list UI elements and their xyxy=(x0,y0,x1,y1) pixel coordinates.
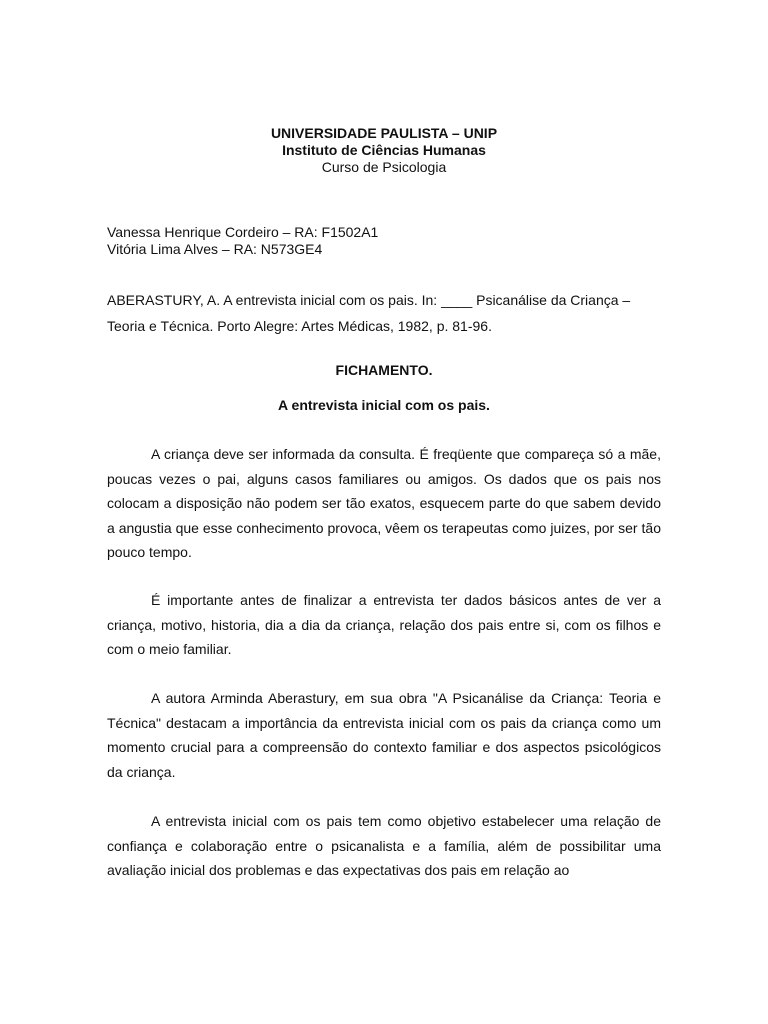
authors-block xyxy=(107,224,378,258)
section-title: FICHAMENTO. xyxy=(335,362,433,378)
body-paragraph: A criança deve ser informada da consulta. É freqüente que compareça só a mãe, poucas vezes o pai, alguns casos familiares ou amigos. Os dados que os pais nos colocam a disposição não podem ser tão exatos, esquecem parte do que sabem devido a angustia que esse conhecimento provoca, vêem os terapeutas como juizes, por ser tão pouco tempo. xyxy=(107,446,661,560)
body-paragraph: É importante antes de finalizar a entrevista ter dados básicos antes de ver a criança, motivo, historia, dia a dia da criança, relação dos pais entre si, com os filhos e com o meio familiar. xyxy=(107,592,661,657)
university-name: UNIVERSIDADE PAULISTA – UNIP xyxy=(270,125,498,141)
course-name: Curso de Psicologia xyxy=(321,159,447,175)
document-header xyxy=(0,125,768,176)
author-line: Vitória Lima Alves – RA: N573GE4 xyxy=(107,241,323,257)
bibliographic-reference: ABERASTURY, A. A entrevista inicial com os pais. In: ____ Psicanálise da Criança – Teoria e Técnica. Porto Alegre: Artes Médicas, 1982, p. 81-96. xyxy=(107,292,631,334)
institute-name: Instituto de Ciências Humanas xyxy=(282,142,486,158)
body-paragraph: A autora Arminda Aberastury, em sua obra "A Psicanálise da Criança: Teoria e Técnica" destacam a importância da entrevista inicial com os pais da criança como um momento crucial para a compreensão do contexto familiar e dos aspectos psicológicos da criança. xyxy=(107,690,661,780)
author-line: Vanessa Henrique Cordeiro – RA: F1502A1 xyxy=(107,224,379,240)
body-paragraph: A entrevista inicial com os pais tem como objetivo estabelecer uma relação de confiança e colaboração entre o psicanalista e a família, além de possibilitar uma avaliação inicial dos problemas e das expectativas dos pais em relação ao xyxy=(107,813,661,878)
section-subtitle: A entrevista inicial com os pais. xyxy=(278,397,490,413)
